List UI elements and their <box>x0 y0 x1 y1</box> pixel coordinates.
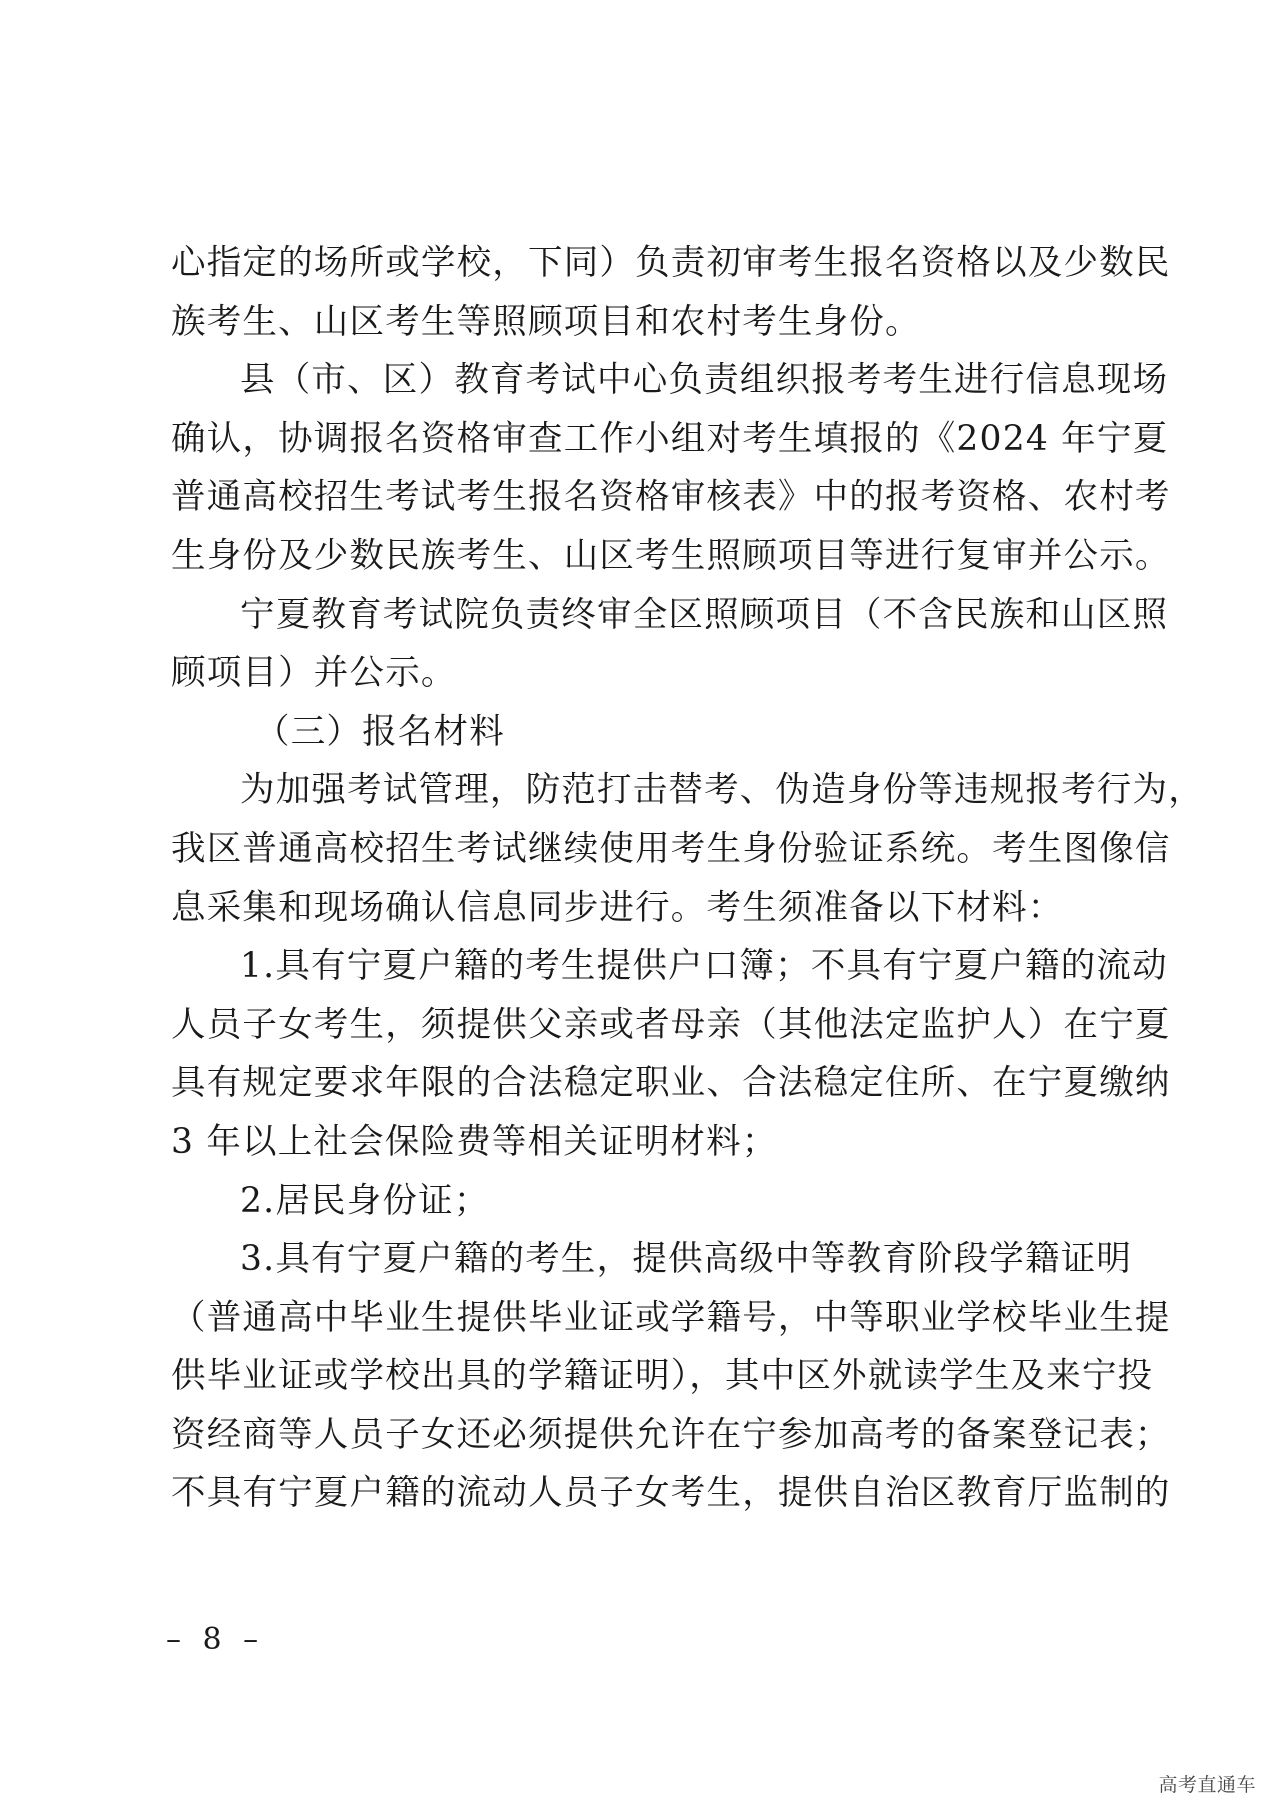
text-line: 县（市、区）教育考试中心负责组织报考考生进行信息现场 <box>240 360 1169 401</box>
text-line: 宁夏教育考试院负责终审全区照顾项目（不含民族和山区照 <box>240 594 1169 635</box>
text-line: 具有规定要求年限的合法稳定职业、合法稳定住所、在宁夏缴纳 <box>171 1063 1171 1104</box>
source-watermark: 高考直通车 <box>1158 1774 1256 1796</box>
text-line: 供毕业证或学校出具的学籍证明），其中区外就读学生及来宁投 <box>171 1356 1154 1397</box>
text-line: 不具有宁夏户籍的流动人员子女考生，提供自治区教育厅监制的 <box>171 1473 1171 1514</box>
text-line: （普通高中毕业生提供毕业证或学籍号，中等职业学校毕业生提 <box>171 1297 1171 1338</box>
text-line: 顾项目）并公示。 <box>171 653 457 694</box>
text-line: 2.居民身份证； <box>240 1180 490 1221</box>
text-line: 3 年以上社会保险费等相关证明材料； <box>171 1121 778 1162</box>
page-number: – 8 – <box>166 1622 265 1657</box>
document-body <box>171 234 1204 1523</box>
text-line: 确认，协调报名资格审查工作小组对考生填报的《2024 年宁夏 <box>171 418 1169 459</box>
text-line: 息采集和现场确认信息同步进行。考生须准备以下材料： <box>171 887 1064 928</box>
text-line: 1.具有宁夏户籍的考生提供户口簿；不具有宁夏户籍的流动 <box>240 946 1168 987</box>
text-line: 族考生、山区考生等照顾项目和农村考生身份。 <box>171 301 921 342</box>
text-line: 为加强考试管理，防范打击替考、伪造身份等违规报考行为， <box>240 770 1204 811</box>
text-line: 心指定的场所或学校，下同）负责初审考生报名资格以及少数民 <box>171 243 1171 283</box>
text-line: 普通高校招生考试考生报名资格审核表》中的报考资格、农村考 <box>171 477 1171 518</box>
text-line: 我区普通高校招生考试继续使用考生身份验证系统。考生图像信 <box>171 828 1171 869</box>
text-line: 资经商等人员子女还必须提供允许在宁参加高考的备案登记表； <box>171 1414 1171 1455</box>
text-line: 生身份及少数民族考生、山区考生照顾项目等进行复审并公示。 <box>171 535 1171 576</box>
text-line: 3.具有宁夏户籍的考生，提供高级中等教育阶段学籍证明 <box>240 1239 1133 1280</box>
section-heading: （三）报名材料 <box>255 711 505 752</box>
text-line: 人员子女考生，须提供父亲或者母亲（其他法定监护人）在宁夏 <box>171 1004 1171 1045</box>
